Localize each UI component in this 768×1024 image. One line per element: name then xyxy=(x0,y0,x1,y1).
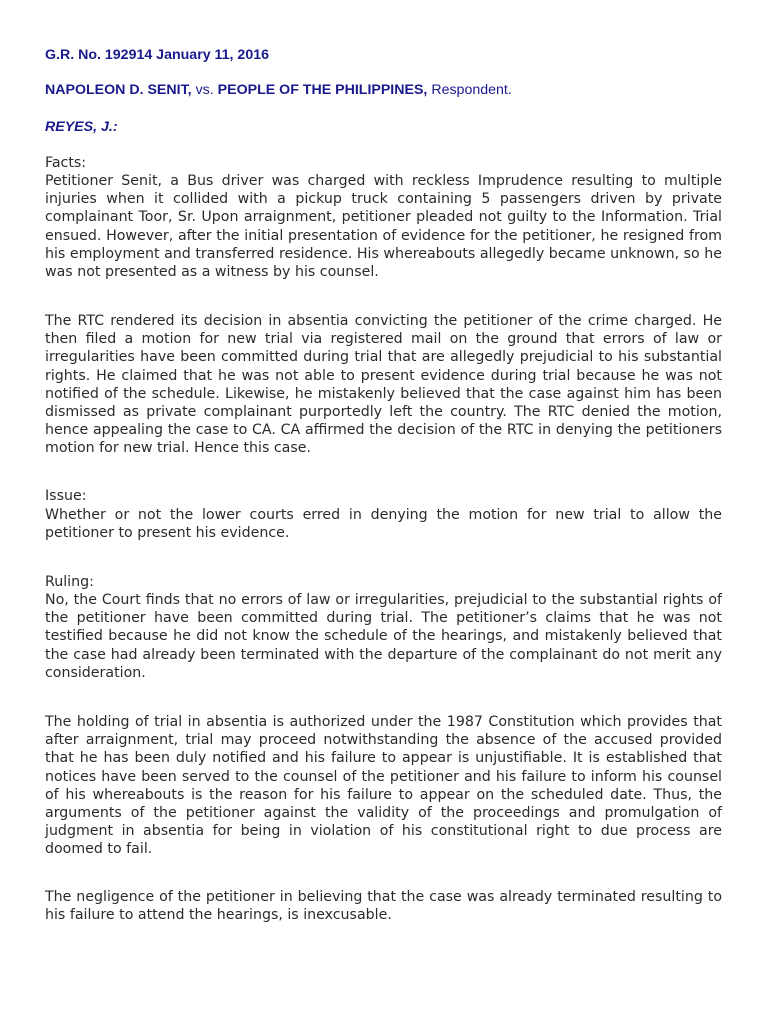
case-parties-header xyxy=(45,82,512,98)
ponente-header xyxy=(45,119,118,135)
negligence-paragraph: The negligence of the petitioner in believing that the case was already terminated resulting to his failure to attend the hearings, is inexcusable. xyxy=(45,889,722,924)
trial-in-absentia-paragraph: The holding of trial in absentia is authorized under the 1987 Constitution which provides that after arraignment, trial may proceed notwithstanding the absence of the accused provided that he has been duly notified and his failure to appear is unjustifiable. It is established that notices have been served to the counsel of the petitioner and his failure to inform his counsel of his whereabouts is the reason for his failure to appear on the scheduled date. Thus, the arguments of the petitioner against the validity of the proceedings and promulgation of judgment in absentia for being in violation of his constitutional right to due process are doomed to fail. xyxy=(45,714,722,858)
facts-paragraph: Petitioner Senit, a Bus driver was charged with reckless Imprudence resulting to multiple injuries when it collided with a pickup truck containing 5 passengers driven by private complainant Toor, Sr. Upon arraignment, petitioner pleaded not guilty to the Information. Trial ensued. However, after the initial presentation of evidence for the petitioner, he resigned from his employment and transferred residence. His whereabouts allegedly became unknown, so he was not presented as a witness by his counsel. xyxy=(45,173,722,281)
issue-label: Issue: xyxy=(45,488,87,504)
case-number-header xyxy=(45,47,269,63)
issue-paragraph: Whether or not the lower courts erred in denying the motion for new trial to allow the petitioner to present his evidence. xyxy=(45,507,722,542)
ponente-name: REYES, J.: xyxy=(45,119,118,135)
versus-text: vs. xyxy=(195,82,214,98)
respondent-label: Respondent. xyxy=(431,82,512,98)
petitioner-name: NAPOLEON D. SENIT, xyxy=(45,82,192,98)
ruling-label: Ruling: xyxy=(45,574,94,590)
ruling-paragraph: No, the Court finds that no errors of law or irregularities, prejudicial to the substantial rights of the petitioner have been committed during trial. The petitioner’s claims that he was not testified because he did not know the schedule of the hearings, and mistakenly believed that the case had already been terminated with the departure of the complainant do not merit any consideration. xyxy=(45,592,722,681)
gr-number: G.R. No. 192914 January 11, 2016 xyxy=(45,47,269,63)
rtc-decision-paragraph: The RTC rendered its decision in absentia convicting the petitioner of the crime charged. He then filed a motion for new trial via registered mail on the ground that errors of law or irregularities have been committed during trial that are allegedly prejudicial to his substantial rights. He claimed that he was not able to present evidence during trial because he was not notified of the schedule. Likewise, he mistakenly believed that the case against him has been dismissed as private complainant purportedly left the country. The RTC denied the motion, hence appealing the case to CA. CA affirmed the decision of the RTC in denying the petitioners motion for new trial. Hence this case. xyxy=(45,313,722,457)
facts-label: Facts: xyxy=(45,155,87,171)
respondent-name: PEOPLE OF THE PHILIPPINES, xyxy=(217,82,428,98)
